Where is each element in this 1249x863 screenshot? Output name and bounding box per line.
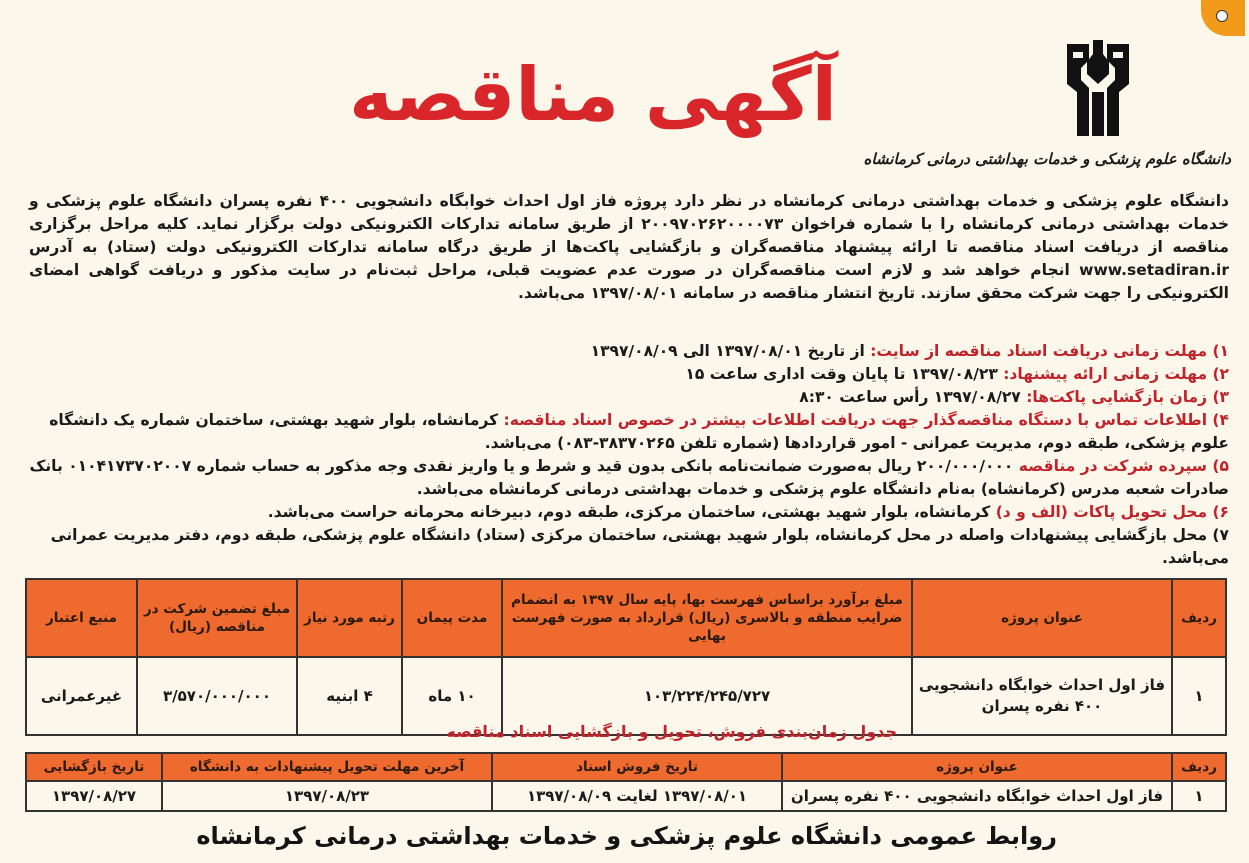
- table-cell: ۱: [1172, 781, 1226, 811]
- table-header-row: [26, 753, 1226, 781]
- schedule-table: [25, 752, 1227, 812]
- table-cell: فاز اول احداث خوابگاه دانشجویی ۴۰۰ نفره پسران: [782, 781, 1172, 811]
- column-header: آخرین مهلت تحویل پیشنهادات به دانشگاه: [162, 753, 492, 781]
- column-header: ردیف: [1172, 579, 1226, 657]
- column-header: تاریخ بازگشایی: [26, 753, 162, 781]
- list-item: ۳) زمان بازگشایی پاکت‌ها: ۱۳۹۷/۰۸/۲۷ رأس ساعت ۸:۳۰: [799, 388, 1229, 406]
- table-cell: ۱۰ ماه: [402, 657, 502, 735]
- table-row: [26, 781, 1226, 811]
- table-cell: فاز اول احداث خوابگاه دانشجویی ۴۰۰ نفره پسران: [912, 657, 1172, 735]
- column-header: ردیف: [1172, 753, 1226, 781]
- footer-signature: روابط عمومی دانشگاه علوم پزشکی و خدمات بهداشتی درمانی کرمانشاه: [196, 822, 1057, 850]
- list-item: ۶) محل تحویل پاکات (الف و د) کرمانشاه، بلوار شهید بهشتی، ساختمان مرکزی، طبقه دوم، دبیرخانه محرمانه حراست می‌باشد.: [267, 503, 1229, 521]
- column-header: منبع اعتبار: [26, 579, 137, 657]
- column-header: عنوان پروژه: [912, 579, 1172, 657]
- schedule-title: جدول زمان‌بندی فروش، تحویل و بازگشایی اسناد مناقصه: [446, 722, 897, 741]
- table-cell: ۳/۵۷۰/۰۰۰/۰۰۰: [137, 657, 297, 735]
- column-header: مبلغ برآورد براساس فهرست بها، پایه سال ۱۳۹۷ به انضمام ضرایب منطقه و بالاسری (ریال) قرارداد به صورت فهرست بهایی: [502, 579, 912, 657]
- project-table: [25, 578, 1227, 736]
- table-header-row: [26, 579, 1226, 657]
- notice-header: [12, 10, 1237, 170]
- university-logo-icon: [1059, 40, 1137, 140]
- table-cell: ۱: [1172, 657, 1226, 735]
- page-title: آگهی مناقصه: [349, 52, 837, 138]
- conditions-list: [24, 340, 1229, 570]
- column-header: رتبه مورد نیاز: [297, 579, 402, 657]
- intro-paragraph: دانشگاه علوم پزشکی و خدمات بهداشتی درمانی کرمانشاه در نظر دارد پروژه فاز اول احداث خوابگاه دانشجویی ۴۰۰ نفره پسران دانشگاه علوم پزشکی و خدمات بهداشتی درمانی کرمانشاه را با شماره فراخوان ۲۰۰۹۷۰۲۶۲۰۰۰۰۷۳ از طریق سامانه تدارکات الکترونیکی دولت برگزار نماید. کلیه مراحل برگزاری مناقصه از دریافت اسناد مناقصه تا ارائه پیشنهاد مناقصه‌گران و بازگشایی پاکت‌ها از طریق درگاه سامانه تدارکات الکترونیکی دولت (ستاد) به آدرس www.setadiran.ir انجام خواهد شد و لازم است مناقصه‌گران در صورت عدم عضویت قبلی، مراحل ثبت‌نام در سایت مذکور و دریافت گواهی امضای الکترونیکی را جهت شرکت محقق سازند. تاریخ انتشار مناقصه در سامانه ۱۳۹۷/۰۸/۰۱ می‌باشد.: [29, 192, 1230, 302]
- list-item: ۱) مهلت زمانی دریافت اسناد مناقصه از سایت: از تاریخ ۱۳۹۷/۰۸/۰۱ الی ۱۳۹۷/۰۸/۰۹: [590, 342, 1229, 360]
- university-name: دانشگاه علوم پزشکی و خدمات بهداشتی درمانی کرمانشاه: [863, 150, 1231, 168]
- table-cell: ۱۳۹۷/۰۸/۲۳: [162, 781, 492, 811]
- column-header: تاریخ فروش اسناد: [492, 753, 782, 781]
- list-item: ۷) محل بازگشایی پیشنهادات واصله در محل کرمانشاه، بلوار شهید بهشتی، ساختمان مرکزی (ستاد) دانشگاه علوم پزشکی، طبقه دوم، دفتر مدیریت عمرانی می‌باشد.: [50, 526, 1229, 567]
- tender-notice: [12, 10, 1237, 853]
- column-header: مدت پیمان: [402, 579, 502, 657]
- table-cell: ۱۳۹۷/۰۸/۰۱ لغایت ۱۳۹۷/۰۸/۰۹: [492, 781, 782, 811]
- list-item: ۴) اطلاعات تماس با دستگاه مناقصه‌گذار جهت دریافت اطلاعات بیشتر در خصوص اسناد مناقصه: کرمانشاه، بلوار شهید بهشتی، ساختمان شماره یک دانشگاه علوم پزشکی، طبقه دوم، مدیریت عمرانی - امور قراردادها (شماره تلفن ۳۸۳۷۰۲۶۵-۰۸۳) می‌باشد.: [49, 411, 1229, 452]
- table-cell: ۱۳۹۷/۰۸/۲۷: [26, 781, 162, 811]
- list-item: ۵) سپرده شرکت در مناقصه ۲۰۰/۰۰۰/۰۰۰ ریال به‌صورت ضمانت‌نامه بانکی بدون قید و شرط و یا واریز نقدی وجه مذکور به حساب شماره ۰۱۰۴۱۷۳۷۰۲۰۰۷ بانک صادرات شعبه مدرس (کرمانشاه) به‌نام دانشگاه علوم پزشکی و خدمات بهداشتی درمانی کرمانشاه می‌باشد.: [29, 457, 1229, 498]
- list-item: ۲) مهلت زمانی ارائه پیشنهاد: ۱۳۹۷/۰۸/۲۳ تا پایان وقت اداری ساعت ۱۵: [685, 365, 1229, 383]
- table-cell: غیرعمرانی: [26, 657, 137, 735]
- column-header: مبلغ تضمین شرکت در مناقصه (ریال): [137, 579, 297, 657]
- table-cell: ۴ ابنیه: [297, 657, 402, 735]
- column-header: عنوان پروژه: [782, 753, 1172, 781]
- table-cell: ۱۰۳/۲۲۴/۲۴۵/۷۲۷: [502, 657, 912, 735]
